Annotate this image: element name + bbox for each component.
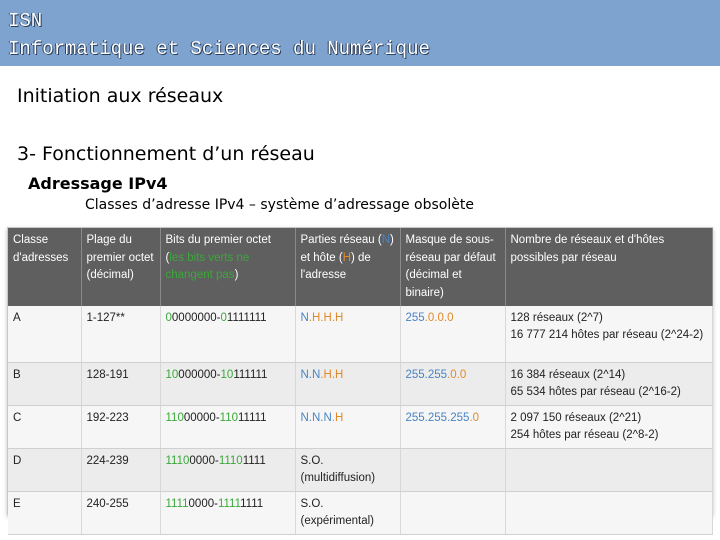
cell-bits [160,362,295,405]
header-parts-n: N [381,234,390,246]
table-row [8,306,712,362]
cell-range: 192-223 [81,405,160,448]
bits-fixed: 0 [165,312,172,324]
network-part: N [300,312,309,324]
cell-range: 128-191 [81,362,160,405]
mask-network: 255.255 [405,368,448,381]
subsection-heading: Adressage IPv4 [28,174,168,193]
host-count: 16 777 214 hôtes par réseau (2^24-2) [510,329,704,341]
header-bits-suffix: ) [234,269,239,281]
column-header-counts: Nombre de réseaux et d'hôtes possibles par réseau [505,228,712,306]
column-header-class: Classe d'adresses [8,228,81,306]
cell-parts: S.O. (expérimental) [295,491,400,534]
bits-fixed: 0 [220,312,227,324]
column-header-mask: Masque de sous-réseau par défaut (décimal et binaire) [400,228,505,306]
column-header-range: Plage du premier octet (décimal) [81,228,160,306]
cell-mask [400,448,505,491]
column-header-parts [295,228,400,306]
bits-fixed: 1111 [165,497,189,510]
network-count: 128 réseaux (2^7) [510,312,603,324]
bits-fixed: 110 [165,411,184,424]
table-header-row [8,228,712,306]
header-parts-suffix: ) de l'adresse [300,251,371,281]
cell-parts: S.O. (multidiffusion) [295,448,400,491]
bits-fixed: 1111 [217,497,241,510]
header-parts-h: H [342,251,352,264]
cell-mask [400,306,505,362]
cell-class: A [8,306,81,362]
table-row [8,405,712,448]
network-count: 2 097 150 réseaux (2^21) [510,411,642,424]
mask-host: .0.0.0 [424,312,454,324]
bits-fixed: 1110 [165,454,190,467]
bits-variable: 0000- [188,497,218,510]
mask-network: 255 [405,312,425,324]
mask-network: 255.255.255 [405,411,470,424]
bits-variable: 1111 [242,454,266,467]
cell-parts [295,362,400,405]
cell-mask [400,405,505,448]
banner-title-line2: Informatique et Sciences du Numérique [8,38,430,60]
bits-variable: 1111111 [226,312,267,324]
host-count: 65 534 hôtes par réseau (2^16-2) [510,385,681,398]
cell-range: 1-127** [81,306,160,362]
bits-variable: 00000- [183,411,220,424]
header-parts-mid: ) et hôte ( [300,234,394,264]
host-part: .H.H [320,368,344,381]
host-count: 254 hôtes par réseau (2^8-2) [510,428,659,441]
section-heading: 3- Fonctionnement d’un réseau [17,143,315,165]
cell-counts [505,491,712,534]
bits-variable: 0000- [189,454,219,467]
mask-host: .0.0 [447,368,467,381]
cell-class: B [8,362,81,405]
subsubsection-heading: Classes d’adresse IPv4 – système d’adressage obsolète [85,197,474,213]
cell-parts [295,405,400,448]
host-part: .H.H.H [308,312,344,324]
cell-parts [295,306,400,362]
header-bits-prefix: Bits du premier octet ( [165,234,271,264]
network-part: N.N.N [300,411,332,424]
header-parts-prefix: Parties réseau ( [300,234,382,246]
cell-counts [505,448,712,491]
cell-class: C [8,405,81,448]
header-bits-green: les bits verts ne changent pas [165,251,250,281]
table-row [8,448,712,491]
cell-mask [400,491,505,534]
cell-range: 240-255 [81,491,160,534]
cell-counts [505,405,712,448]
banner-title-line1: ISN [8,10,43,32]
bits-variable: 1111 [240,497,264,510]
cell-bits [160,491,295,534]
bits-fixed: 10 [220,368,234,381]
bits-fixed: 10 [165,368,179,381]
bits-fixed: 1110 [218,454,243,467]
intro-heading: Initiation aux réseaux [17,85,224,107]
ipv4-classes-table [7,227,713,527]
cell-bits [160,306,295,362]
network-count: 16 384 réseaux (2^14) [510,368,626,381]
table-row [8,491,712,534]
cell-mask [400,362,505,405]
cell-bits [160,448,295,491]
bits-variable: 11111 [238,411,267,424]
cell-class: D [8,448,81,491]
column-header-bits [160,228,295,306]
cell-bits [160,405,295,448]
table-row [8,362,712,405]
host-part: .H [331,411,344,424]
cell-counts [505,362,712,405]
cell-counts [505,306,712,362]
cell-range: 224-239 [81,448,160,491]
network-part: N.N [300,368,321,381]
cell-class: E [8,491,81,534]
bits-variable: 111111 [233,368,268,381]
bits-variable: 0000000- [171,312,221,324]
mask-host: .0 [469,411,480,424]
bits-fixed: 110 [219,411,238,424]
title-banner [0,0,720,66]
bits-variable: 000000- [178,368,221,381]
